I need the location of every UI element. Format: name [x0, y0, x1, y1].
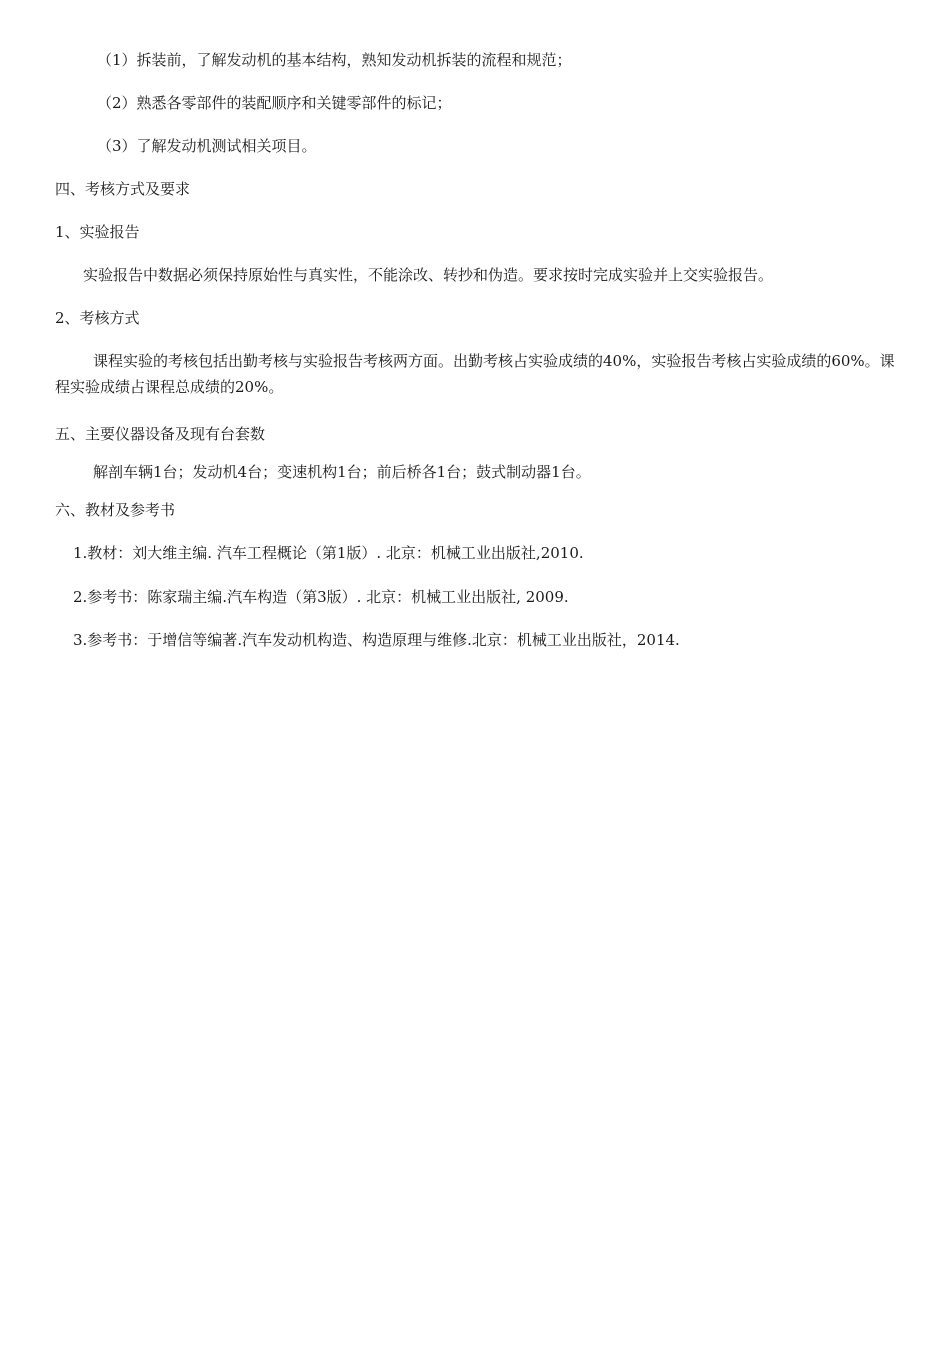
reference-item-3: 3.参考书：于增信等编著.汽车发动机构造、构造原理与维修.北京：机械工业出版社，2014.: [73, 631, 680, 649]
prep-item-2: （2）熟悉各零部件的装配顺序和关键零部件的标记；: [97, 94, 452, 112]
prep-item-1: （1）拆装前，了解发动机的基本结构，熟知发动机拆装的流程和规范；: [97, 51, 572, 69]
reference-item-1: 1.教材：刘大维主编. 汽车工程概论（第1版）. 北京：机械工业出版社,2010.: [73, 544, 584, 562]
section-4-heading: 四、考核方式及要求: [55, 180, 191, 198]
prep-item-3: （3）了解发动机测试相关项目。: [97, 137, 317, 155]
section-6-heading: 六、教材及参考书: [55, 501, 176, 519]
subsection-assessment-heading: 2、考核方式: [55, 309, 140, 327]
reference-item-2: 2.参考书：陈家瑞主编.汽车构造（第3版）. 北京：机械工业出版社, 2009.: [73, 588, 569, 606]
section-5-heading: 五、主要仪器设备及现有台套数: [55, 425, 266, 443]
equipment-list-text: 解剖车辆1台；发动机4台；变速机构1台；前后桥各1台；鼓式制动器1台。: [93, 463, 591, 481]
assessment-method-text: 课程实验的考核包括出勤考核与实验报告考核两方面。出勤考核占实验成绩的40%，实验报告考核占实验成绩的60%。课程实验成绩占课程总成绩的20%。: [55, 352, 895, 396]
subsection-report-heading: 1、实验报告: [55, 223, 140, 241]
report-requirement-text: 实验报告中数据必须保持原始性与真实性，不能涂改、转抄和伪造。要求按时完成实验并上交实验报告。: [83, 266, 774, 284]
